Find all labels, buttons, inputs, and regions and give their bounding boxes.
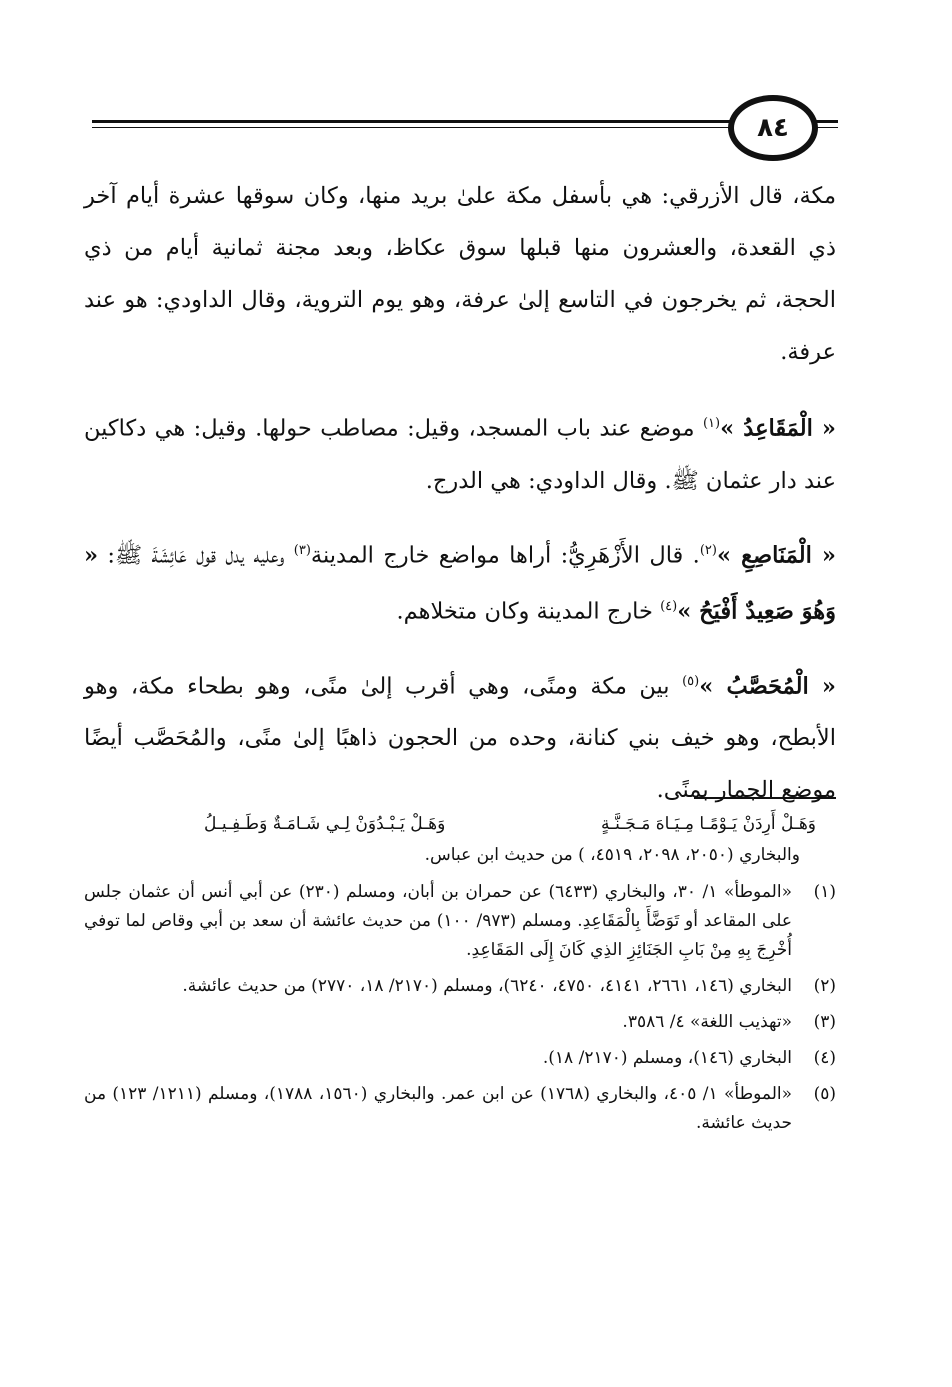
footnote-number: (٣)	[813, 1012, 836, 1032]
paragraph-manasi-text-a: . قال الأَزْهَرِيُّ: أراها مواضع خارج المدينة	[310, 542, 700, 568]
verse-hemistich-right: وَهَـلْ أَرِدَنْ يَـوْمًـا مِـيَـاهَ مَـجَـنَّـةٍ	[601, 814, 816, 834]
footnote-text: البخاري (١٤٦)، ومسلم (٢١٧٠/ ١٨).	[542, 1048, 792, 1068]
footnote-ref-3[interactable]: (٣)	[293, 542, 311, 558]
footnote-4	[84, 1044, 836, 1073]
quote-aisha: « وَهُوَ صَعِيدٌ أَفْيَحُ »	[84, 542, 836, 625]
footnote-number: (٤)	[813, 1048, 836, 1068]
footnote-ref-1[interactable]: (١)	[702, 416, 721, 431]
paragraph-manasi-text-c: خارج المدينة وكان متخلاهم.	[396, 598, 661, 625]
verse-line	[84, 810, 836, 839]
verse-hemistich-left: وَهَـلْ يَـبْـدُوَنْ لِـي شَـامَـةٌ وَطَـفِـيـلُ	[204, 814, 446, 834]
paragraph-manasi-text-b: وعليه يدل قول عَائِشَةَ ﷺ:	[98, 542, 294, 568]
paragraph-muhassab-text: بين مكة ومنًى، وهي أقرب إلىٰ منًى، وهو بطحاء مكة، وهو الأبطح، وهو خيف بني كنانة، وحده من الحجون ذاهبًا إلىٰ منًى، والمُحَصَّب أيضًا موضع الجمار بمنًى.	[84, 673, 836, 803]
footnote-number: (١)	[813, 882, 836, 902]
footnote-number: (٢)	[813, 976, 836, 996]
paragraph-makkah: مكة، قال الأزرقي: هي بأسفل مكة علىٰ بريد منها، وكان سوقها عشرة أيام آخر ذي القعدة، والعشرون منها قبلها سوق عكاظ، وبعد مجنة ثمانية أيام من ذي الحجة، ثم يخرجون في التاسع إلىٰ عرفة، وهو يوم التروية، وقال الداودي: هو عند عرفة.	[84, 183, 836, 365]
footnote-5	[84, 1080, 836, 1138]
footnote-ref-2[interactable]: (٢)	[699, 542, 717, 558]
main-text	[84, 170, 836, 834]
term-maqaid: « الْمَقَاعِدُ »	[720, 415, 836, 442]
paragraph-muhassab	[84, 656, 836, 817]
footnote-text: البخاري (١٤٦، ٢٦٦١، ٤١٤١، ٤٧٥٠، ٦٢٤٠)، ومسلم (٢١٧٠/ ١٨، ٢٧٧٠) من حديث عائشة.	[182, 976, 792, 996]
footnote-ref-5[interactable]: (٥)	[682, 673, 700, 689]
footnote-separator	[694, 797, 836, 799]
footnote-continuation: والبخاري (٢٠٥٠، ٢٠٩٨، ٤٥١٩، ) من حديث ابن عباس.	[424, 845, 800, 865]
paragraph-manasi	[84, 525, 836, 638]
footnote-text: «تهذيب اللغة» ٤/ ٣٥٨٦.	[622, 1012, 792, 1032]
header-rule-left	[92, 120, 732, 123]
footnote-2	[84, 972, 836, 1001]
footnote-number: (٥)	[813, 1084, 836, 1104]
paragraph-maqaid	[84, 398, 836, 507]
page-number: ٨٤	[728, 95, 818, 161]
header-rule-right	[814, 120, 838, 123]
term-muhassab: « الْمُحَصَّبُ »	[699, 673, 836, 699]
footnote-ref-4[interactable]: (٤)	[660, 599, 678, 614]
footnote-text: «الموطأ» ١/ ٣٠، والبخاري (٦٤٣٣) عن حمران بن أبان، ومسلم (٢٣٠) عن أبي أنس أن عثمان جلس على المقاعد أو تَوَضَّأَ بِالْمَقَاعِدِ. ومسلم (٩٧٣/ ١٠٠) من حديث عائشة أن سعد بن أبي وقاص لما توفي أُخْرِجَ بِهِ مِنْ بَابِ الجَنَائِزِ الذِي كَانَ إِلَى المَقَاعِدِ.	[84, 882, 792, 960]
term-manasi: « الْمَنَاصِعِ »	[716, 542, 836, 568]
paragraph-maqaid-text: موضع عند باب المسجد، وقيل: مصاطب حولها. وقيل: هي دكاكين عند دار عثمان ﷺ. وقال الداودي: هي الدرج.	[84, 415, 836, 494]
header-rule-left-thin	[92, 127, 732, 128]
footnote-1	[84, 878, 836, 965]
footnotes	[84, 810, 836, 1145]
footnote-3	[84, 1008, 836, 1037]
footnote-text: «الموطأ» ١/ ٤٠٥، والبخاري (١٧٦٨) عن ابن عمر. والبخاري (١٥٦٠، ١٧٨٨)، ومسلم (١٢١١/ ١٢٣) من حديث عائشة.	[84, 1084, 793, 1133]
